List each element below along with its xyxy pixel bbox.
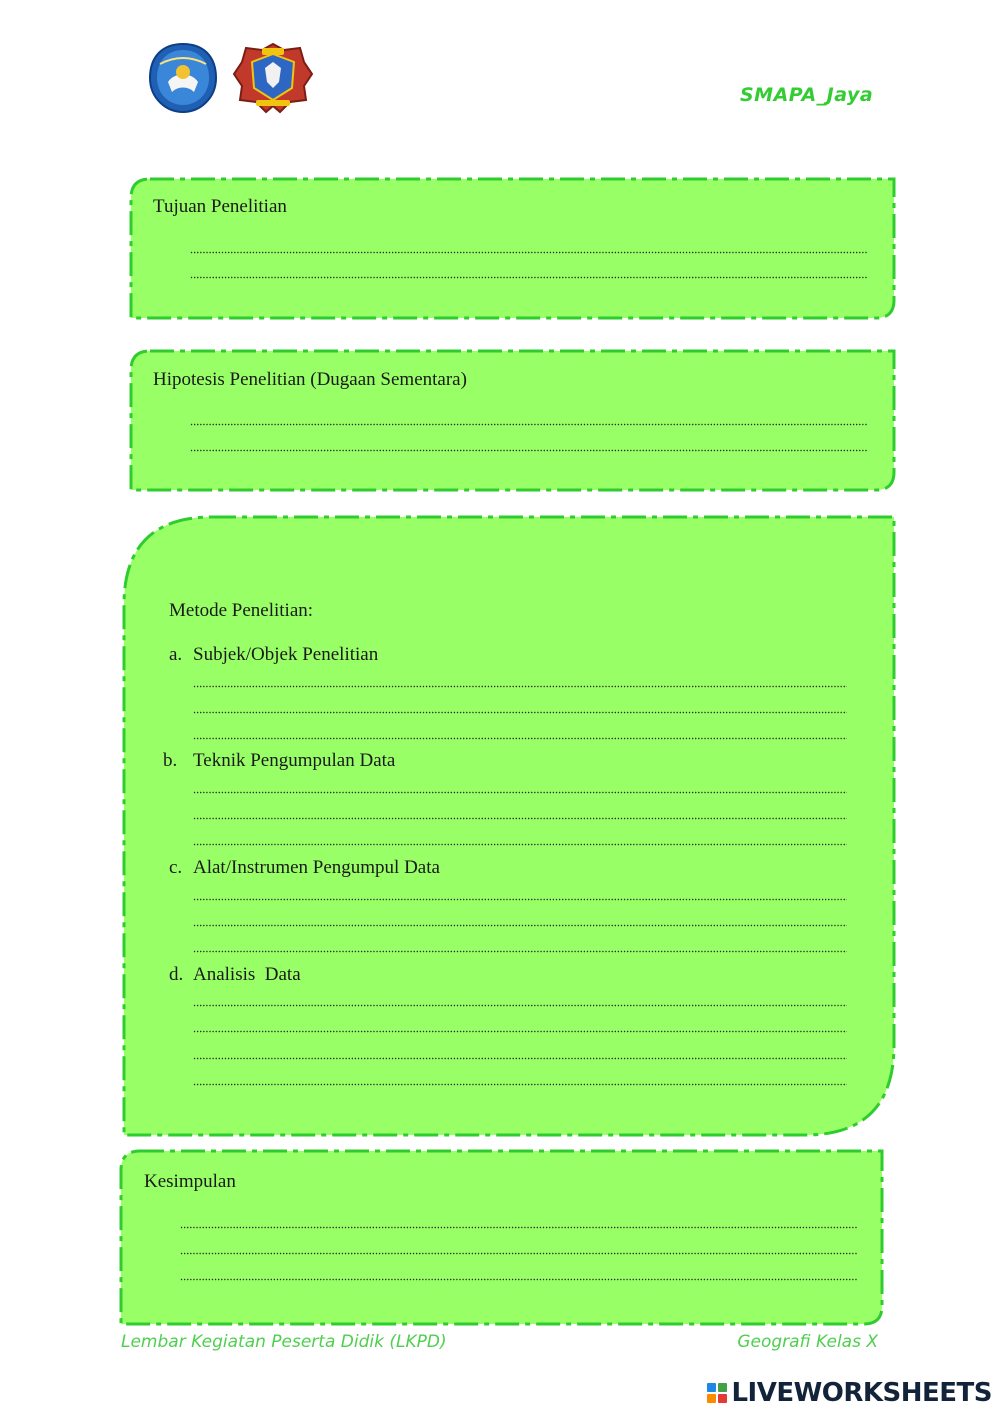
answer-line[interactable] — [193, 843, 847, 846]
tujuan-title: Tujuan Penelitian — [153, 196, 287, 217]
answer-line[interactable] — [193, 950, 847, 953]
metode-title: Metode Penelitian: — [169, 600, 314, 621]
answer-line[interactable] — [193, 924, 847, 927]
liveworksheets-text: LIVEWORKSHEETS — [731, 1378, 992, 1408]
item-label: Subjek/Objek Penelitian — [193, 644, 379, 665]
answer-line[interactable] — [180, 1278, 858, 1281]
answer-line[interactable] — [193, 817, 847, 820]
hipotesis-title: Hipotesis Penelitian (Dugaan Sementara) — [153, 369, 467, 390]
item-label: Analisis Data — [193, 964, 301, 985]
answer-line[interactable] — [190, 276, 868, 279]
answer-line[interactable] — [193, 1030, 847, 1033]
answer-line[interactable] — [180, 1252, 858, 1255]
item-letter: c. — [169, 857, 183, 878]
answer-line[interactable] — [193, 791, 847, 794]
liveworksheets-watermark[interactable] — [707, 1378, 992, 1408]
footer-left: Lembar Kegiatan Peserta Didik (LKPD) — [121, 1332, 447, 1352]
kesimpulan-title: Kesimpulan — [144, 1171, 236, 1192]
answer-line[interactable] — [193, 1083, 847, 1086]
answer-line[interactable] — [193, 711, 847, 714]
answer-line[interactable] — [190, 423, 868, 426]
answer-line[interactable] — [193, 685, 847, 688]
item-label: Alat/Instrumen Pengumpul Data — [193, 857, 440, 878]
answer-line[interactable] — [190, 449, 868, 452]
item-letter: d. — [169, 964, 184, 985]
footer-right: Geografi Kelas X — [737, 1332, 878, 1352]
answer-line[interactable] — [193, 737, 847, 740]
answer-line[interactable] — [193, 1057, 847, 1060]
answer-line[interactable] — [193, 1004, 847, 1007]
brand-text: SMAPA_Jaya — [740, 84, 874, 106]
item-label: Teknik Pengumpulan Data — [193, 750, 396, 771]
answer-line[interactable] — [190, 251, 868, 254]
liveworksheets-icon — [707, 1383, 727, 1403]
answer-line[interactable] — [180, 1226, 858, 1229]
item-letter: b. — [163, 750, 178, 771]
answer-line[interactable] — [193, 898, 847, 901]
item-letter: a. — [169, 644, 183, 665]
